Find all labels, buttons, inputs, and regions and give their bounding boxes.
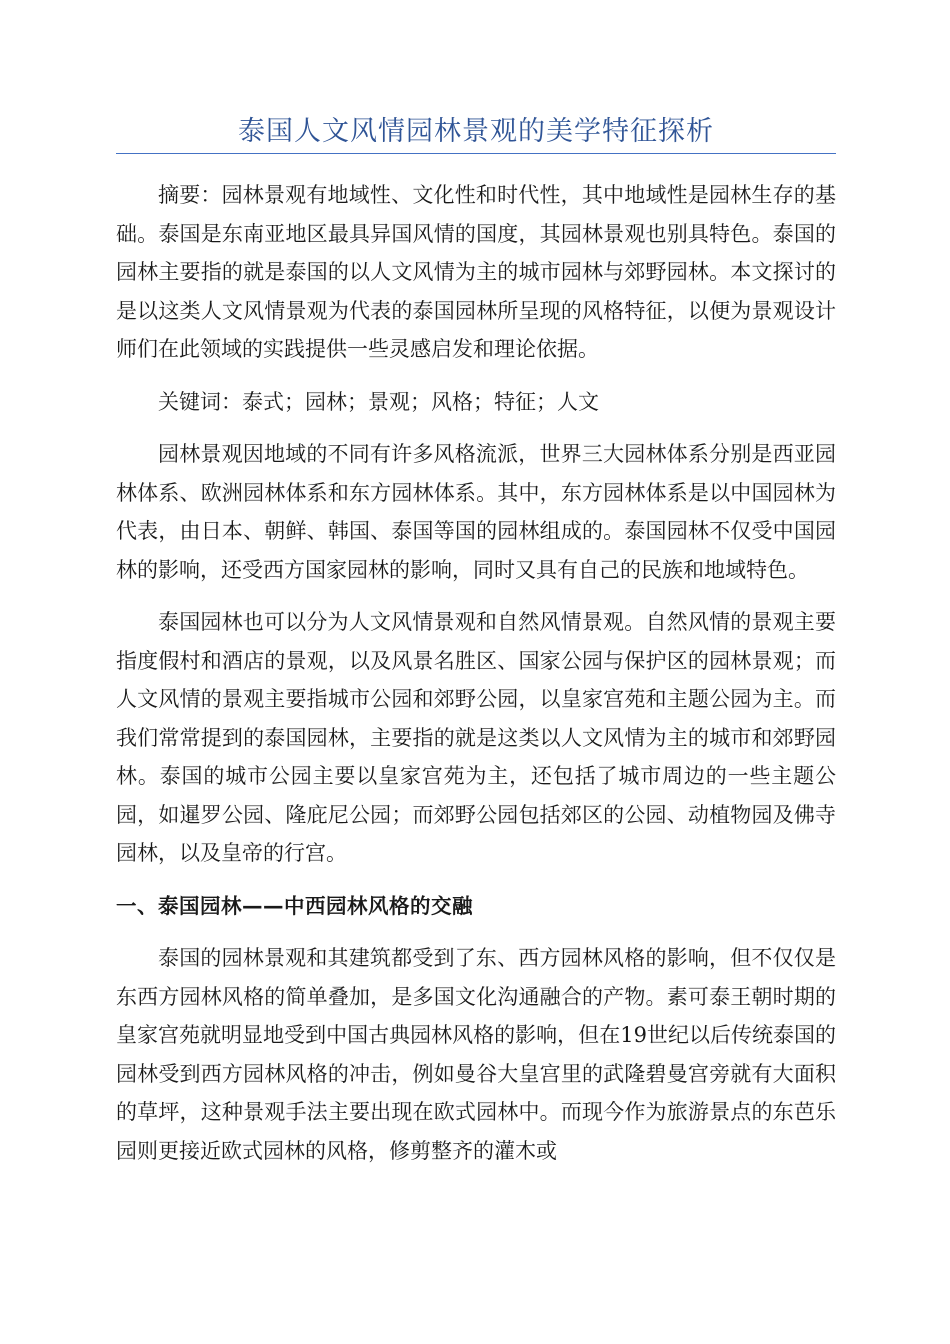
document-title: 泰国人文风情园林景观的美学特征探析: [238, 116, 714, 147]
abstract-paragraph: 摘要：园林景观有地域性、文化性和时代性，其中地域性是园林生存的基础。泰国是东南亚地区最具异国风情的国度，其园林景观也别具特色。泰国的园林主要指的就是泰国的以人文风情为主的城市园林与郊野园林。本文探讨的是以这类人文风情景观为代表的泰国园林所呈现的风格特征，以便为景观设计师们在此领域的实践提供一些灵感启发和理论依据。: [116, 183, 836, 361]
section-heading-1: 一、泰国园林——中西园林风格的交融: [116, 893, 473, 918]
section-1-paragraph: 泰国的园林景观和其建筑都受到了东、西方园林风格的影响，但不仅仅是东西方园林风格的简单叠加，是多国文化沟通融合的产物。素可泰王朝时期的皇家宫苑就明显地受到中国古典园林风格的影响，但在19世纪以后传统泰国的园林受到西方园林风格的冲击，例如曼谷大皇宫里的武隆碧曼宫旁就有大面积的草坪，这种景观手法主要出现在欧式园林中。而现今作为旅游景点的东芭乐园则更接近欧式园林的风格，修剪整齐的灌木或: [116, 946, 836, 1163]
document-body: [116, 176, 836, 1184]
body-paragraph-1: 园林景观因地域的不同有许多风格流派，世界三大园林体系分别是西亚园林体系、欧洲园林体系和东方园林体系。其中，东方园林体系是以中国园林为代表，由日本、朝鲜、韩国、泰国等国的园林组成的。泰国园林不仅受中国园林的影响，还受西方国家园林的影响，同时又具有自己的民族和地域特色。: [116, 442, 836, 582]
body-paragraph-2: 泰国园林也可以分为人文风情景观和自然风情景观。自然风情的景观主要指度假村和酒店的景观，以及风景名胜区、国家公园与保护区的园林景观；而人文风情的景观主要指城市公园和郊野公园，以皇家宫苑和主题公园为主。而我们常常提到的泰国园林，主要指的就是这类以人文风情为主的城市和郊野园林。泰国的城市公园主要以皇家宫苑为主，还包括了城市周边的一些主题公园，如暹罗公园、隆庇尼公园；而郊野公园包括郊区的公园、动植物园及佛寺园林，以及皇帝的行宫。: [116, 610, 836, 865]
keywords-line: 关键词：泰式；园林；景观；风格；特征；人文: [158, 389, 599, 414]
title-underline: [116, 153, 836, 154]
